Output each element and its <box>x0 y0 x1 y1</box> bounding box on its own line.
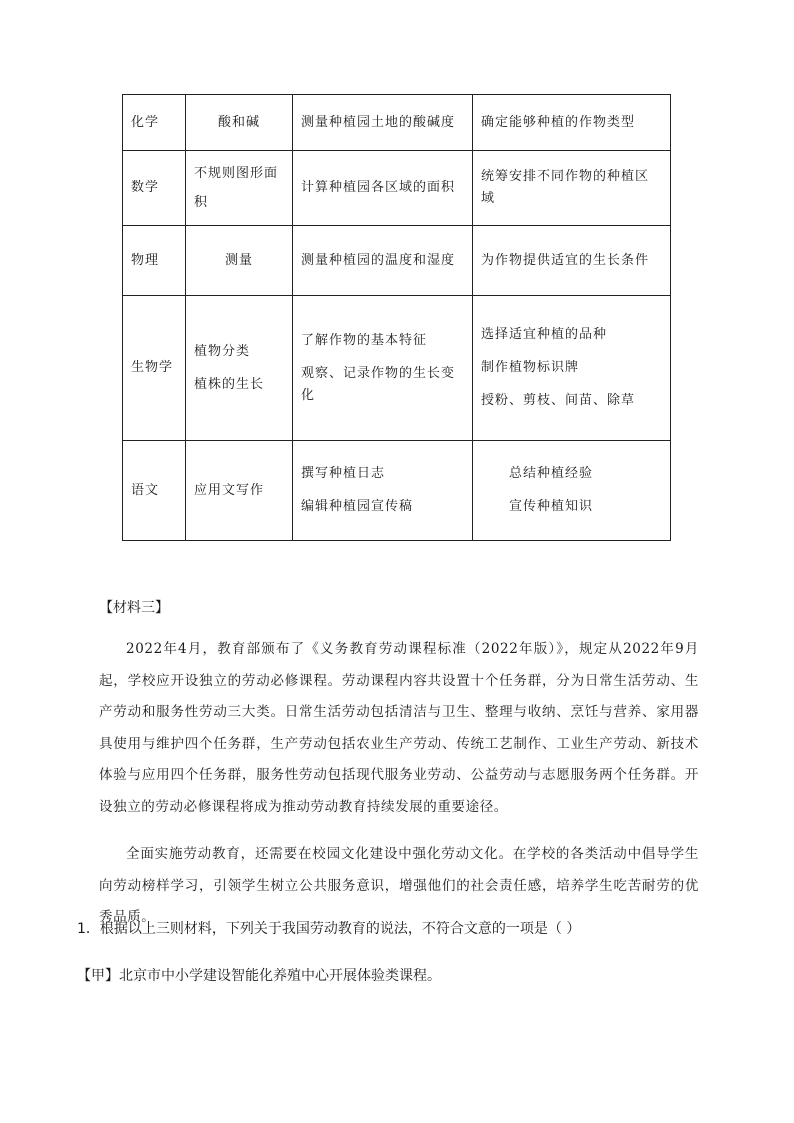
goal-cell: 确定能够种植的作物类型 <box>473 95 671 151</box>
subject-cell: 生物学 <box>123 296 186 441</box>
goal-cell <box>473 441 671 541</box>
activity-line: 观察、记录作物的生长变化 <box>301 365 456 403</box>
topic-cell <box>186 296 293 441</box>
material-three-label: 【材料三】 <box>99 600 169 616</box>
activity-cell: 测量种植园土地的酸碱度 <box>293 95 473 151</box>
table-row <box>123 151 671 226</box>
material-paragraph: 2022年4月，教育部颁布了《义务教育劳动课程标准（2022年版）》，规定从2022年9月起，学校应开设独立的劳动必修课程。劳动课程内容共设置十个任务群，分为日常生活劳动、生产劳动和服务性劳动三大类。日常生活劳动包括清洁与卫生、整理与收纳、烹饪与营养、家用器具使用与维护四个任务群，生产劳动包括农业生产劳动、传统工艺制作、工业生产劳动、新技术体验与应用四个任务群，服务性劳动包括现代服务业劳动、公益劳动与志愿服务两个任务群。开设独立的劳动必修课程将成为推动劳动教育持续发展的重要途径。 <box>99 641 699 815</box>
subject-cell: 语文 <box>123 441 186 541</box>
question-stem: 1．根据以上三则材料，下列关于我国劳动教育的说法，不符合文意的一项是（ ） <box>77 921 581 937</box>
topic-line: 植株的生长 <box>194 376 265 392</box>
subject-cell: 化学 <box>123 95 186 151</box>
activity-cell <box>293 296 473 441</box>
topic-cell: 测量 <box>186 226 293 296</box>
activity-line: 了解作物的基本特征 <box>301 332 428 348</box>
activity-cell: 测量种植园的温度和湿度 <box>293 226 473 296</box>
table-row <box>123 296 671 441</box>
goal-cell: 为作物提供适宜的生长条件 <box>473 226 671 296</box>
goal-line: 授粉、剪枝、间苗、除草 <box>481 393 636 408</box>
table-row <box>123 441 671 541</box>
topic-cell: 不规则图形面积 <box>186 151 293 226</box>
activity-cell: 计算种植园各区域的面积 <box>293 151 473 226</box>
activity-line: 撰写种植日志 <box>301 466 386 481</box>
table-row <box>123 95 671 151</box>
subject-cell: 物理 <box>123 226 186 296</box>
activity-cell <box>293 441 473 541</box>
goal-line: 总结种植经验 <box>509 466 594 481</box>
activity-line: 编辑种植园宣传稿 <box>301 499 414 514</box>
goal-line: 制作植物标识牌 <box>481 360 580 375</box>
answer-option: 【甲】北京市中小学建设智能化养殖中心开展体验类课程。 <box>77 968 441 984</box>
topic-line: 植物分类 <box>194 343 251 359</box>
material-paragraph: 全面实施劳动教育，还需要在校园文化建设中强化劳动文化。在学校的各类活动中倡导学生向劳动榜样学习，引领学生树立公共服务意识，增强他们的社会责任感，培养学生吃苦耐劳的优秀品质。 <box>99 846 699 925</box>
goal-cell <box>473 296 671 441</box>
subject-activity-table <box>122 94 671 541</box>
goal-cell: 统筹安排不同作物的种植区域 <box>473 151 671 226</box>
topic-cell: 应用文写作 <box>186 441 293 541</box>
topic-cell: 酸和碱 <box>186 95 293 151</box>
goal-line: 选择适宜种植的品种 <box>481 327 608 342</box>
subject-cell: 数学 <box>123 151 186 226</box>
table-row <box>123 226 671 296</box>
goal-line: 宣传种植知识 <box>509 499 594 514</box>
